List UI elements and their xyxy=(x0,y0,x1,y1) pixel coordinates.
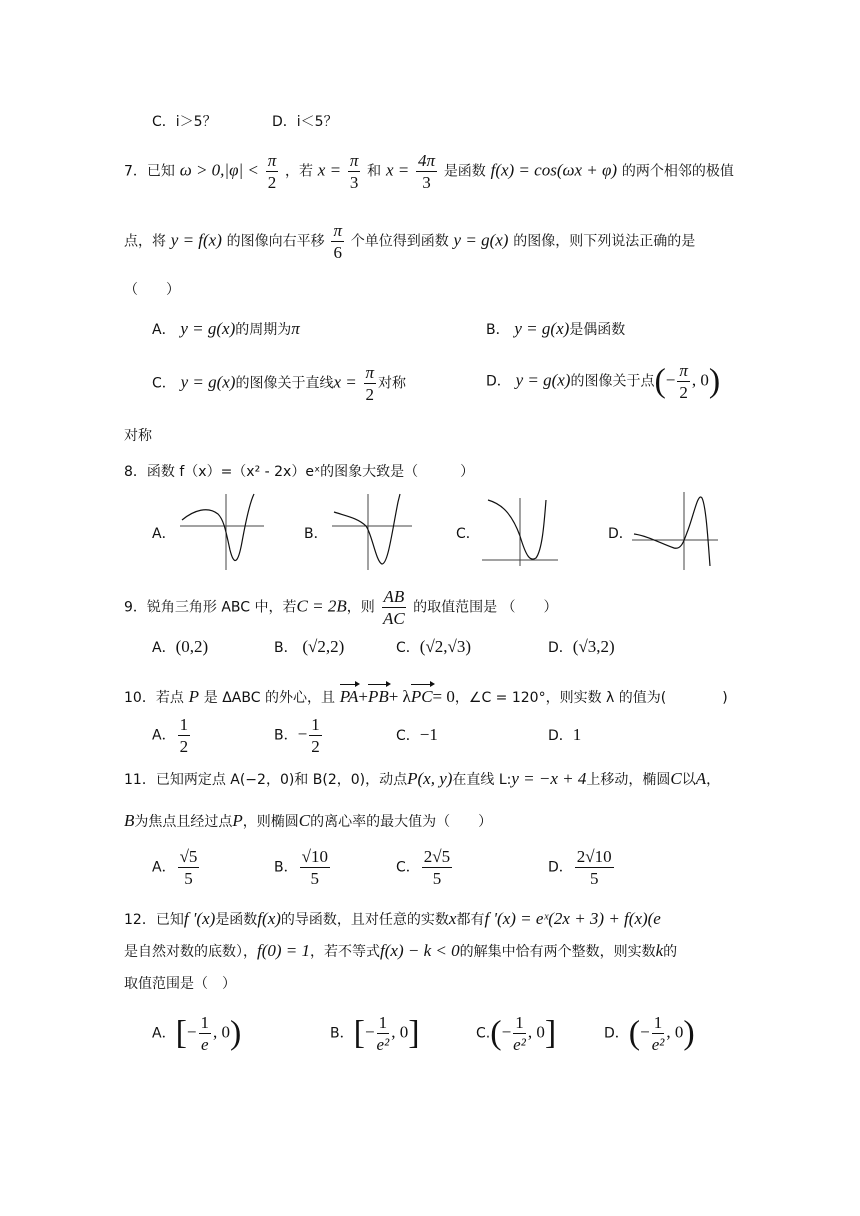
q12-option-d: D．(− $\frac{1}{\text{e²}}$ , 0) xyxy=(604,1013,695,1054)
q7-option-c: C． y = g(x)的图像关于直线x = $\frac{\pi}{2}$ 对称 xyxy=(152,363,407,404)
q8-graph-a xyxy=(180,492,266,572)
q9-option-d: D．(√3,2) xyxy=(548,637,615,656)
q10-stem: 10．若点 P 是 ΔABC 的外心，且 PA+PB+ λPC= 0，∠C = 120°，则实数 λ 的值为( ) xyxy=(124,684,728,705)
q10-option-c: C．−1 xyxy=(396,725,438,744)
q11-stem-line1: 11．已知两定点 A(−2，0)和 B(2，0)，动点P(x, y)在直线 L:y = −x + 4上移动，椭圆C以A， xyxy=(124,769,721,788)
q8-graph-c xyxy=(482,496,560,568)
q7-option-d-tail: 对称 xyxy=(124,428,152,444)
q9-option-b: B． (√2,2) xyxy=(274,637,345,656)
q8-graph-b xyxy=(332,492,414,572)
q8-label-a: A． xyxy=(152,526,176,542)
q7-answer-paren: （ ） xyxy=(124,282,180,298)
q10-option-d: D．1 xyxy=(548,725,582,744)
q11-option-b: B． $\frac{√10}{5}$ xyxy=(274,847,328,888)
q8-label-c: C． xyxy=(456,526,480,542)
q11-option-d: D． $\frac{2√10}{5}$ xyxy=(548,847,612,888)
q7-option-a: A． y = g(x)的周期为π xyxy=(152,319,300,338)
q12-stem-line2: 是自然对数的底数），f(0) = 1，若不等式f(x) − k < 0的解集中恰有两个整数，则实数k的 xyxy=(124,941,678,960)
q8-stem: 8．函数 f（x）=（x² - 2x）eˣ的图象大致是（ ） xyxy=(124,464,475,480)
q12-stem-line1: 12．已知f '(x)是函数f(x)的导函数，且对任意的实数x都有f '(x) = eˣ(2x + 3) + f(x)(e xyxy=(124,909,661,928)
q12-stem-line3: 取值范围是（ ） xyxy=(124,976,236,992)
q6-option-c: C．i＞5？ xyxy=(152,114,217,130)
q7-option-b: B． y = g(x)是偶函数 xyxy=(486,319,626,338)
q12-option-c: C.(− $\frac{1}{\text{e²}}$ , 0] xyxy=(476,1013,557,1054)
q9-option-a: A．(0,2) xyxy=(152,637,209,656)
q12-option-a: A．[− $\frac{1}{e}$ , 0) xyxy=(152,1013,242,1054)
q10-option-a: A． $\frac{1}{2}$ xyxy=(152,715,189,756)
q8-label-b: B． xyxy=(304,526,328,542)
q8-label-d: D． xyxy=(608,526,633,542)
q8-graph-d xyxy=(632,490,720,572)
q7-stem-line2: 点，将 y = f(x) 的图像向右平移 $\frac{\pi}{6}$ 个单位得到函数 y = g(x) 的图像，则下列说法正确的是 xyxy=(124,221,696,262)
q9-stem: 9．锐角三角形 ABC 中，若C = 2B，则 $\frac{AB}{AC}$ 的取值范围是 （ ） xyxy=(124,587,558,628)
q9-option-c: C．(√2,√3) xyxy=(396,637,472,656)
q6-option-d: D．i＜5？ xyxy=(272,114,338,130)
q11-stem-line2: B为焦点且经过点P，则椭圆C的离心率的最大值为（ ） xyxy=(124,811,493,830)
q7-option-d: D． y = g(x)的图像关于点(− $\frac{\pi}{2}$ , 0) xyxy=(486,361,721,402)
q10-option-b: B．− $\frac{1}{2}$ xyxy=(274,715,320,756)
q12-option-b: B．[− $\frac{1}{\text{e²}}$ , 0] xyxy=(330,1013,420,1054)
q7-stem-line1: 7．已知 ω > 0,|φ| < $\frac{\pi}{2}$ ，若 x = $\frac{\pi}{3}$ 和 x = $\frac{4\pi}{3}$ 是函数 f(x) = cos(ωx + φ) 的两个相邻的极值 xyxy=(124,151,734,192)
q11-option-a: A． $\frac{√5}{5}$ xyxy=(152,847,198,888)
q11-option-c: C． $\frac{2√5}{5}$ xyxy=(396,847,451,888)
